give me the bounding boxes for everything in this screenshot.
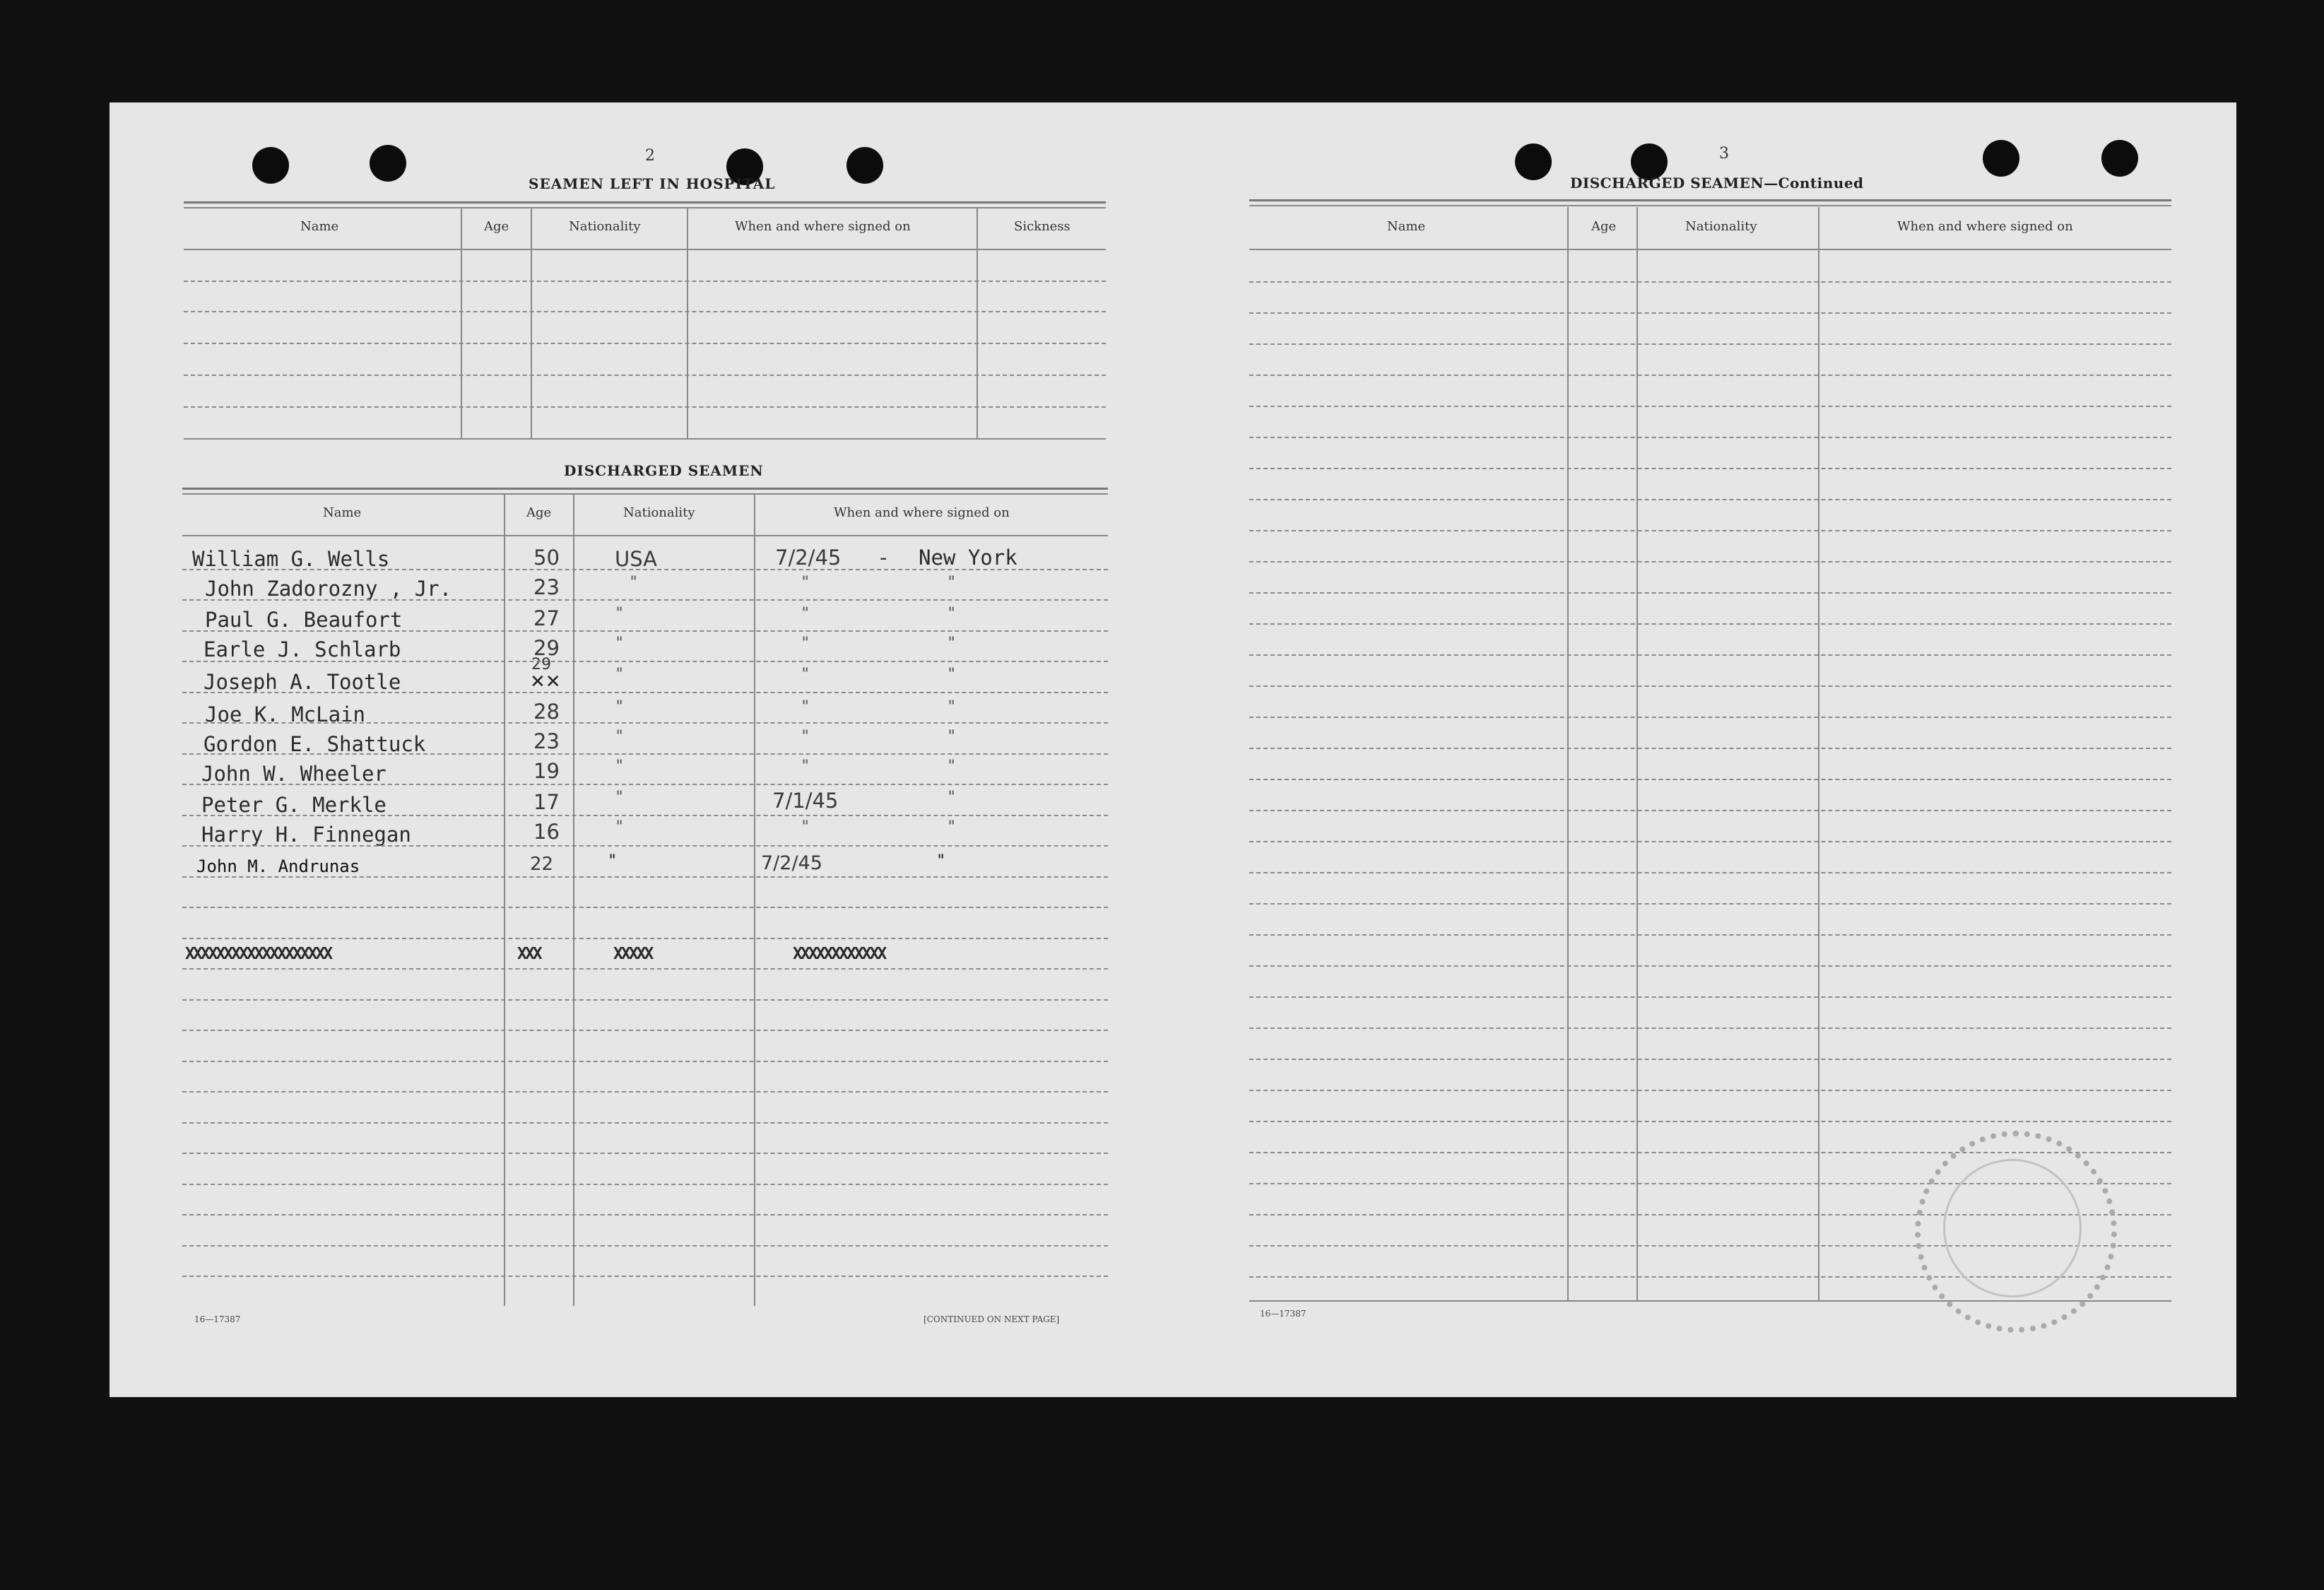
seaman-age: 22: [530, 854, 554, 875]
row-line: [1249, 965, 2171, 967]
hospital-bottom-rule: [184, 438, 1106, 440]
row-line: [182, 1153, 1108, 1154]
struck-signed: XXXXXXXXXXXX: [793, 945, 885, 963]
row-line: [182, 1276, 1108, 1277]
row-line: [1249, 1059, 2171, 1060]
signed-separator: -: [880, 546, 887, 570]
hospital-col-divider: [687, 208, 688, 438]
hospital-col-sickness: Sickness: [1014, 219, 1070, 234]
seaman-name: John Zadorozny , Jr.: [205, 577, 452, 601]
seaman-age: 23: [533, 729, 560, 753]
signed-date: ": [801, 666, 810, 683]
signed-date: ": [801, 605, 810, 623]
signed-date: ": [801, 574, 810, 591]
row-line: [1249, 281, 2171, 283]
hospital-row-line: [184, 406, 1106, 408]
discharged-section-title: DISCHARGED SEAMEN: [564, 462, 764, 479]
right-col-divider: [1818, 207, 1819, 1301]
signed-place: ": [947, 574, 957, 591]
row-line: [1249, 872, 2171, 873]
row-line: [182, 692, 1108, 693]
signed-place: ": [947, 728, 957, 746]
row-line: [1249, 1027, 2171, 1029]
signed-date: 7/2/45: [775, 546, 842, 570]
row-line: [182, 661, 1108, 662]
discharged-col-signed: When and where signed on: [834, 505, 1010, 520]
right-col-age: Age: [1591, 219, 1617, 234]
row-line: [182, 938, 1108, 939]
row-line: [1249, 748, 2171, 749]
signed-place: ": [947, 666, 957, 683]
seaman-nationality: ": [615, 818, 625, 836]
row-line: [182, 630, 1108, 632]
seaman-name: Earle J. Schlarb: [204, 637, 401, 661]
right-col-divider: [1567, 207, 1569, 1301]
page-number-left: 2: [645, 147, 655, 165]
right-col-name: Name: [1387, 219, 1426, 234]
seaman-age: 28: [533, 700, 560, 724]
seaman-nationality: ": [615, 728, 625, 746]
hospital-section-title: SEAMEN LEFT IN HOSPITAL: [529, 175, 776, 192]
signed-date: 7/1/45: [772, 789, 839, 813]
row-line: [1249, 406, 2171, 407]
seaman-name: Peter G. Merkle: [201, 793, 387, 817]
signed-date: 7/2/45: [761, 852, 822, 874]
seaman-nationality: ": [615, 698, 625, 716]
seaman-age: 19: [533, 759, 560, 783]
signed-place: ": [947, 698, 957, 716]
row-line: [1249, 934, 2171, 936]
row-line: [1249, 468, 2171, 469]
row-line: [182, 1030, 1108, 1031]
row-line: [1249, 654, 2171, 656]
seaman-nationality: ": [615, 635, 625, 652]
hospital-col-divider: [531, 208, 532, 438]
signed-date: ": [801, 698, 810, 716]
seaman-age: 23: [533, 575, 560, 599]
row-line: [1249, 1090, 2171, 1091]
row-line: [182, 753, 1108, 755]
row-line: [1249, 592, 2171, 594]
row-line: [182, 784, 1108, 785]
form-number-right: 16—17387: [1260, 1309, 1306, 1319]
seaman-name: Harry H. Finnegan: [201, 823, 411, 847]
row-line: [1249, 499, 2171, 500]
row-line: [1249, 841, 2171, 842]
row-line: [1249, 375, 2171, 376]
row-line: [182, 1184, 1108, 1185]
row-line: [182, 599, 1108, 601]
signed-date: ": [801, 635, 810, 652]
hospital-col-divider: [977, 208, 978, 438]
row-line: [1249, 717, 2171, 718]
seaman-age: 27: [533, 606, 560, 630]
right-col-divider: [1636, 207, 1638, 1301]
row-line: [182, 999, 1108, 1001]
seaman-nationality: ": [615, 758, 625, 775]
row-line: [182, 1091, 1108, 1093]
row-line: [182, 845, 1108, 847]
row-line: [1249, 437, 2171, 438]
discharged-top-rule: [182, 488, 1108, 490]
signed-place: ": [936, 852, 946, 870]
punch-hole-icon: [1983, 140, 2019, 177]
punch-hole-icon: [847, 147, 883, 184]
hospital-col-divider: [461, 208, 462, 438]
discharged-col-age: Age: [526, 505, 552, 520]
seaman-age: 50: [533, 546, 560, 570]
discharged-col-nationality: Nationality: [623, 505, 695, 520]
seaman-name: William G. Wells: [192, 547, 390, 571]
hospital-col-nationality: Nationality: [569, 219, 641, 234]
seaman-name: John W. Wheeler: [201, 762, 387, 786]
punch-hole-icon: [252, 147, 289, 184]
seaman-age: 17: [533, 790, 560, 814]
received-stamp-inner-icon: [1943, 1159, 2082, 1297]
page-number-right: 3: [1719, 145, 1729, 163]
row-line: [1249, 685, 2171, 687]
seaman-name: Joseph A. Tootle: [204, 670, 401, 694]
seaman-nationality: ": [629, 574, 639, 591]
row-line: [1249, 623, 2171, 625]
struck-nationality: XXXXX: [613, 945, 652, 963]
row-line: [182, 1061, 1108, 1062]
signed-place: ": [947, 818, 957, 836]
ledger-sheet: [110, 102, 2236, 1397]
row-line: [1249, 530, 2171, 531]
hospital-row-line: [184, 311, 1106, 312]
right-col-nationality: Nationality: [1685, 219, 1757, 234]
row-line: [182, 569, 1108, 570]
row-line: [1249, 312, 2171, 314]
seaman-age: 29: [531, 656, 551, 673]
row-line: [1249, 1121, 2171, 1122]
struck-age-mark: ✕✕: [530, 671, 561, 693]
seaman-name: Joe K. McLain: [205, 702, 365, 726]
row-line: [1249, 343, 2171, 345]
discharged-col-name: Name: [323, 505, 362, 520]
signed-date: ": [801, 758, 810, 775]
punch-hole-icon: [2101, 140, 2138, 177]
seaman-nationality: USA: [615, 547, 658, 571]
hospital-header-rule: [184, 249, 1106, 250]
right-top-rule: [1249, 199, 2171, 201]
punch-hole-icon: [370, 145, 406, 182]
right-top-rule-2: [1249, 205, 2171, 206]
row-line: [182, 722, 1108, 724]
seaman-nationality: ": [608, 852, 618, 870]
seaman-age: 29: [533, 636, 560, 660]
discharged-top-rule-2: [182, 493, 1108, 495]
signed-date: ": [801, 818, 810, 836]
hospital-col-signed: When and where signed on: [735, 219, 911, 234]
row-line: [182, 1245, 1108, 1247]
row-line: [182, 1214, 1108, 1215]
hospital-row-line: [184, 281, 1106, 282]
signed-place: ": [947, 758, 957, 775]
seaman-age: 16: [533, 820, 560, 844]
row-line: [182, 1122, 1108, 1124]
row-line: [182, 907, 1108, 908]
form-number-left: 16—17387: [194, 1314, 241, 1324]
punch-hole-icon: [1515, 143, 1552, 180]
struck-age: XXX: [517, 945, 541, 963]
hospital-row-line: [184, 343, 1106, 344]
row-line: [1249, 810, 2171, 811]
hospital-col-age: Age: [484, 219, 509, 234]
signed-place: ": [947, 605, 957, 623]
row-line: [1249, 903, 2171, 905]
signed-date: ": [801, 728, 810, 746]
seaman-nationality: ": [615, 789, 625, 806]
seaman-name: Paul G. Beaufort: [205, 608, 403, 632]
discharged-header-rule: [182, 535, 1108, 536]
row-line: [1249, 779, 2171, 780]
row-line: [1249, 996, 2171, 998]
seaman-nationality: ": [615, 666, 625, 683]
signed-place: ": [947, 635, 957, 652]
row-line: [1249, 561, 2171, 563]
struck-name: XXXXXXXXXXXXXXXXXXX: [185, 945, 331, 963]
signed-place: New York: [919, 546, 1018, 570]
right-section-title: DISCHARGED SEAMEN—Continued: [1570, 175, 1864, 192]
hospital-row-line: [184, 375, 1106, 376]
hospital-top-rule-2: [184, 207, 1106, 208]
seaman-nationality: ": [615, 605, 625, 623]
row-line: [182, 815, 1108, 816]
hospital-col-name: Name: [300, 219, 339, 234]
right-header-rule: [1249, 249, 2171, 250]
hospital-top-rule: [184, 201, 1106, 204]
seaman-name: Gordon E. Shattuck: [204, 732, 426, 756]
row-line: [182, 876, 1108, 878]
right-col-signed: When and where signed on: [1897, 219, 2073, 234]
continued-note: [CONTINUED ON NEXT PAGE]: [924, 1314, 1060, 1324]
signed-place: ": [947, 789, 957, 806]
seaman-name: John M. Andrunas: [196, 856, 360, 876]
row-line: [182, 968, 1108, 970]
